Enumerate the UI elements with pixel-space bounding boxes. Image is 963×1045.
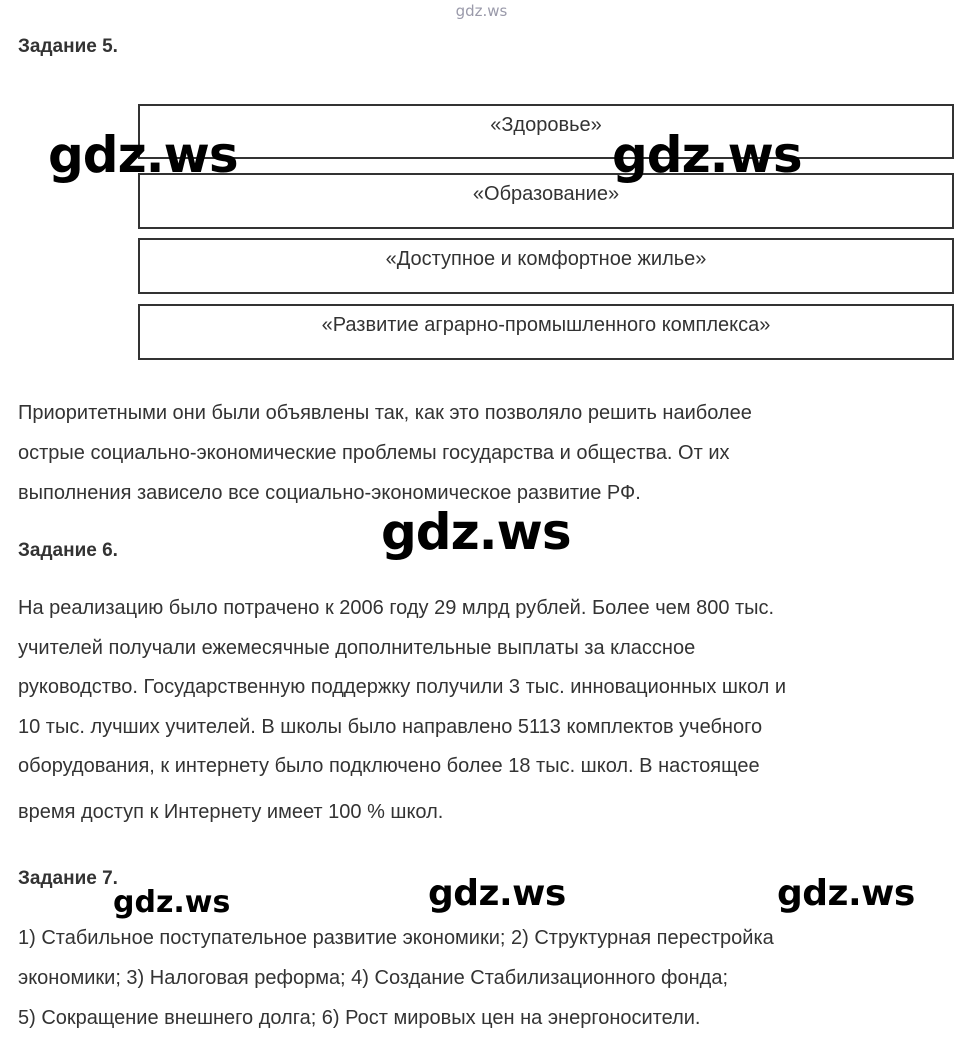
task5-heading: Задание 5. [18,36,118,57]
text-line: время доступ к Интернету имеет 100 % школ. [18,800,444,823]
project-box-health [138,104,954,159]
watermark: gdz.ws [428,873,566,914]
task6-text [18,589,918,832]
watermark: gdz.ws [612,126,802,184]
text-line: 1) Стабильное поступательное развитие экономики; 2) Структурная перестройка [18,927,774,949]
task6-heading: Задание 6. [18,540,118,561]
text-line: Приоритетными они были объявлены так, как это позволяло решить наиболее [18,402,752,424]
task7-heading: Задание 7. [18,868,118,889]
project-box-housing [138,238,954,294]
project-box-education [138,173,954,229]
top-watermark: gdz.ws [455,2,508,20]
text-line: руководство. Государственную поддержку получили 3 тыс. инновационных школ и [18,676,787,698]
text-line: учителей получали ежемесячные дополнительные выплаты за классное [18,636,696,659]
text-line: выполнения зависело все социально-экономическое развитие РФ. [18,482,641,504]
project-label: «Доступное и комфортное жилье» [385,248,707,270]
text-line: экономики; 3) Налоговая реформа; 4) Создание Стабилизационного фонда; [18,967,729,989]
task5-text [18,393,918,513]
watermark: gdz.ws [381,503,571,561]
text-line: оборудования, к интернету было подключено более 18 тыс. школ. В настоящее [18,755,760,777]
task7-text [18,918,918,1038]
watermark: gdz.ws [48,126,238,184]
project-label: «Развитие аграрно-промышленного комплекса» [321,314,771,336]
text-line: 5) Сокращение внешнего долга; 6) Рост мировых цен на энергоносители. [18,1007,701,1029]
watermark: gdz.ws [113,885,231,920]
project-box-agriculture [138,304,954,360]
project-label: «Здоровье» [490,114,602,136]
text-line: На реализацию было потрачено к 2006 году 29 млрд рублей. Более чем 800 тыс. [18,597,775,619]
project-label: «Образование» [472,183,620,205]
watermark: gdz.ws [777,873,915,914]
text-line: острые социально-экономические проблемы государства и общества. От их [18,442,730,464]
text-line: 10 тыс. лучших учителей. В школы было направлено 5113 комплектов учебного [18,715,763,738]
